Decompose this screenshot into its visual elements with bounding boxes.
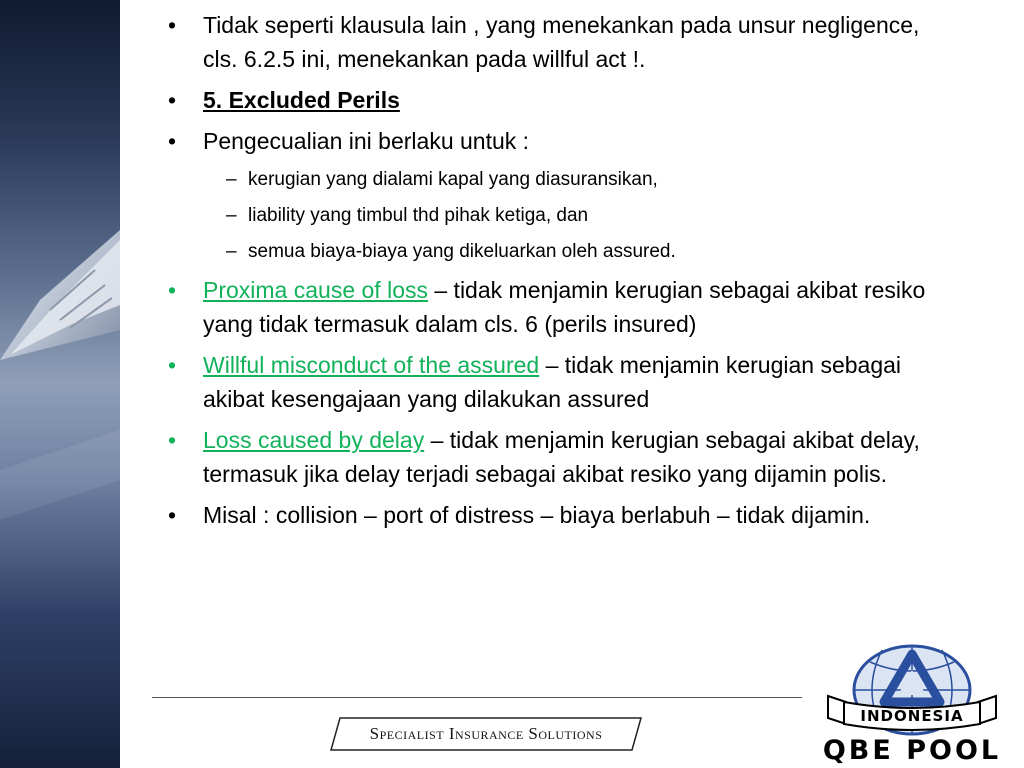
pen-nib-icon <box>0 0 120 768</box>
bullet-text: Tidak seperti klausula lain , yang menekankan pada unsur negligence, cls. 6.2.5 ini, menekankan pada willful act !. <box>203 12 920 72</box>
sub-item <box>160 201 960 231</box>
dash-marker: – <box>226 205 237 226</box>
sub-item <box>160 165 960 195</box>
logo-ribbon-text: INDONESIA <box>860 707 964 725</box>
bullet-item <box>160 124 960 158</box>
sub-item-text: kerugian yang dialami kapal yang diasuransikan, <box>248 169 658 190</box>
bullet-text: Misal : collision – port of distress – biaya berlabuh – tidak dijamin. <box>203 502 871 528</box>
globe-logo-icon <box>822 640 1002 740</box>
bullet-item <box>160 423 960 491</box>
bullet-item <box>160 498 960 532</box>
footer-divider <box>152 697 802 698</box>
bullet-item <box>160 83 960 117</box>
link-willful-misconduct[interactable]: Willful misconduct of the assured <box>203 352 540 378</box>
dash-marker: – <box>226 169 237 190</box>
section-heading: 5. Excluded Perils <box>203 87 400 113</box>
bullet-marker: • <box>168 277 177 303</box>
bullet-text: – tidak menjamin kerugian sebagai akibat kesengajaan yang dilakukan assured <box>203 352 902 412</box>
link-loss-by-delay[interactable]: Loss caused by delay <box>203 427 425 453</box>
sub-item-text: semua biaya-biaya yang dikeluarkan oleh assured. <box>248 241 676 262</box>
bullet-marker: • <box>168 427 177 453</box>
sub-item-text: liability yang timbul thd pihak ketiga, dan <box>248 205 589 226</box>
bullet-item <box>160 8 960 76</box>
sub-item <box>160 237 960 267</box>
tagline-banner <box>330 717 642 751</box>
bullet-text: – tidak menjamin kerugian sebagai akibat resiko yang tidak termasuk dalam cls. 6 (perils insured) <box>203 277 926 337</box>
qbe-pool-logo <box>822 640 1012 765</box>
bullet-text: – tidak menjamin kerugian sebagai akibat delay, termasuk jika delay terjadi sebagai akibat resiko yang dijamin polis. <box>203 427 920 487</box>
bullet-marker: • <box>168 352 177 378</box>
bullet-text: Pengecualian ini berlaku untuk : <box>203 128 530 154</box>
bullet-marker: • <box>168 502 177 528</box>
bullet-marker: • <box>168 87 177 113</box>
decorative-side-strip <box>0 0 120 768</box>
slide-body <box>160 8 960 539</box>
bullet-item <box>160 348 960 416</box>
bullet-marker: • <box>168 128 177 154</box>
logo-title: QBE POOL <box>822 735 1002 766</box>
dash-marker: – <box>226 241 237 262</box>
tagline-text: Specialist Insurance Solutions <box>369 724 603 743</box>
link-proxima-cause[interactable]: Proxima cause of loss <box>203 277 428 303</box>
bullet-marker: • <box>168 12 177 38</box>
bullet-item <box>160 273 960 341</box>
